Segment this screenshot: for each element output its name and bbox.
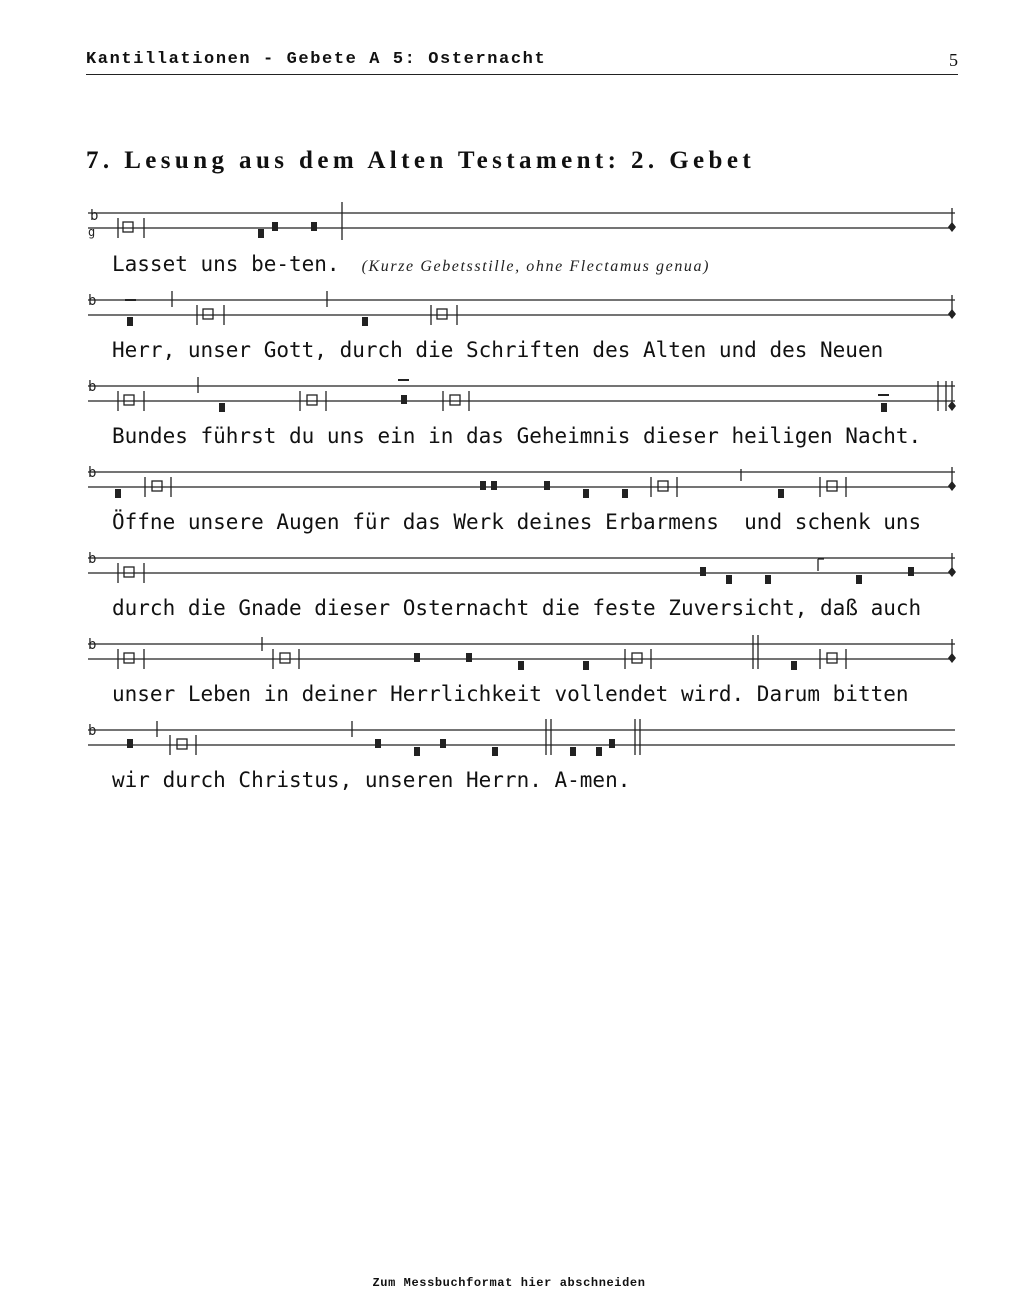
svg-text:b: b — [88, 551, 97, 567]
section-title: 7. Lesung aus dem Alten Testament: 2. Gebet — [86, 147, 756, 174]
chant-line-5: durch die Gnade dieser Osternacht die feste Zuversicht, daß auch — [112, 596, 922, 620]
chant-line-6: unser Leben in deiner Herrlichkeit vollendet wird. Darum bitten — [112, 682, 909, 706]
svg-text:g: g — [88, 225, 96, 239]
chant-line-1 — [112, 252, 710, 276]
chant-staff-5 — [0, 543, 1018, 603]
chant-line-4: Öffne unsere Augen für das Werk deines Erbarmens und schenk uns — [112, 510, 922, 534]
staff-notation — [0, 629, 1018, 679]
rubric-note: (Kurze Gebetsstille, ohne Flectamus genua) — [361, 258, 711, 275]
staff-notation — [0, 457, 1018, 507]
running-header — [86, 50, 958, 75]
page-number: 5 — [949, 50, 958, 70]
chant-line-2: Herr, unser Gott, durch die Schriften des Alten und des Neuen — [112, 338, 884, 362]
cut-line-note: Zum Messbuchformat hier abschneiden — [372, 1276, 646, 1290]
chant-staff-3 — [0, 371, 1018, 431]
staff-notation — [0, 371, 1018, 421]
chant-staff-7 — [0, 715, 1018, 775]
chant-staff-2 — [0, 285, 1018, 345]
chant-staff-1 — [0, 198, 1018, 258]
header-title: Kantillationen - Gebete A 5: Osternacht — [86, 50, 547, 69]
svg-text:b: b — [90, 208, 99, 224]
lyric-text: Lasset uns be-ten. — [112, 252, 340, 276]
staff-notation — [0, 285, 1018, 335]
svg-text:b: b — [88, 465, 97, 481]
svg-text:b: b — [88, 637, 97, 653]
staff-notation — [0, 198, 1018, 248]
svg-text:b: b — [88, 723, 97, 739]
staff-notation — [0, 543, 1018, 593]
chant-line-3: Bundes führst du uns ein in das Geheimnis dieser heiligen Nacht. — [112, 424, 922, 448]
chant-staff-6 — [0, 629, 1018, 689]
chant-line-7: wir durch Christus, unseren Herrn. A-men. — [112, 768, 631, 792]
svg-text:b: b — [88, 293, 97, 309]
svg-text:b: b — [88, 379, 97, 395]
chant-staff-4 — [0, 457, 1018, 517]
staff-notation — [0, 715, 1018, 765]
